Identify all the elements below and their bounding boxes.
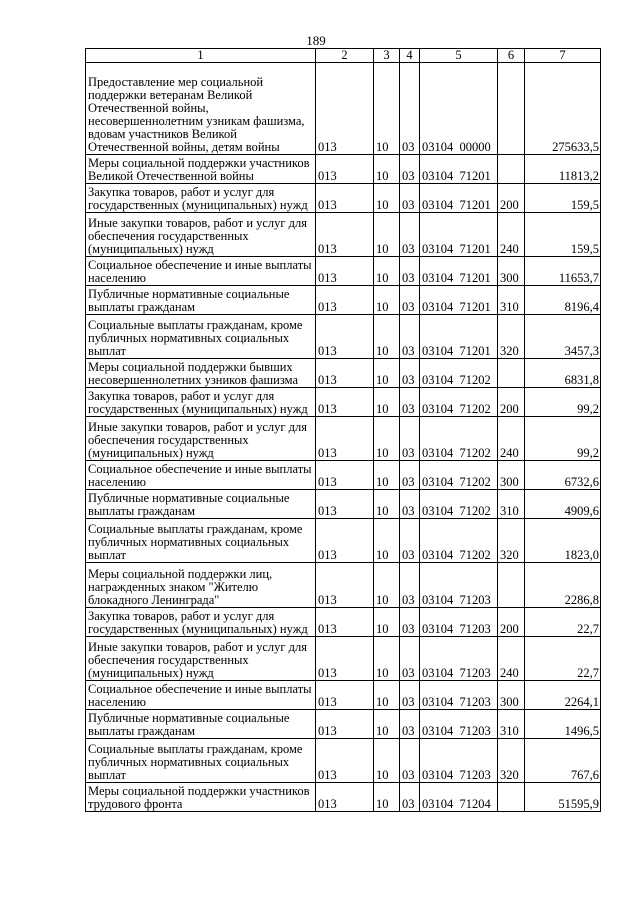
cell-code-2: 013: [316, 519, 374, 563]
cell-code-2: 013: [316, 388, 374, 417]
cell-code-2: 013: [316, 286, 374, 315]
cell-code-5: 03104 71202: [420, 417, 498, 461]
cell-code-6: [498, 63, 525, 155]
cell-amount: 99,2: [525, 417, 601, 461]
cell-row-name: Социальные выплаты гражданам, кроме публичных нормативных социальных выплат: [86, 519, 316, 563]
cell-code-5: 03104 71201: [420, 257, 498, 286]
cell-row-name: Иные закупки товаров, работ и услуг для обеспечения государственных (муниципальных) нужд: [86, 417, 316, 461]
cell-amount: 1496,5: [525, 710, 601, 739]
cell-amount: 6831,8: [525, 359, 601, 388]
header-cell-col-4: 4: [400, 49, 420, 63]
cell-row-name: Публичные нормативные социальные выплаты гражданам: [86, 286, 316, 315]
cell-code-3: 10: [374, 608, 400, 637]
table-row: [86, 490, 601, 519]
cell-row-name: Закупка товаров, работ и услуг для государственных (муниципальных) нужд: [86, 608, 316, 637]
cell-code-5: 03104 71203: [420, 637, 498, 681]
cell-row-name: Меры социальной поддержки бывших несовершеннолетних узников фашизма: [86, 359, 316, 388]
cell-code-5: 03104 71203: [420, 739, 498, 783]
table-row: [86, 315, 601, 359]
cell-code-3: 10: [374, 490, 400, 519]
cell-code-4: 03: [400, 417, 420, 461]
cell-code-5: 03104 71202: [420, 388, 498, 417]
cell-code-6: 320: [498, 519, 525, 563]
cell-code-2: 013: [316, 563, 374, 608]
cell-code-2: 013: [316, 257, 374, 286]
table-row: [86, 563, 601, 608]
cell-amount: 275633,5: [525, 63, 601, 155]
cell-code-5: 03104 71203: [420, 710, 498, 739]
cell-amount: 22,7: [525, 608, 601, 637]
cell-code-4: 03: [400, 739, 420, 783]
cell-code-3: 10: [374, 461, 400, 490]
cell-amount: 3457,3: [525, 315, 601, 359]
cell-amount: 4909,6: [525, 490, 601, 519]
cell-code-6: [498, 359, 525, 388]
table-header-row: [86, 49, 601, 63]
cell-code-6: [498, 155, 525, 184]
cell-code-3: 10: [374, 213, 400, 257]
cell-amount: 99,2: [525, 388, 601, 417]
header-cell-col-6: 6: [498, 49, 525, 63]
cell-code-2: 013: [316, 213, 374, 257]
cell-code-2: 013: [316, 783, 374, 812]
cell-amount: 767,6: [525, 739, 601, 783]
cell-code-5: 03104 71204: [420, 783, 498, 812]
table-row: [86, 681, 601, 710]
cell-row-name: Иные закупки товаров, работ и услуг для обеспечения государственных (муниципальных) нужд: [86, 637, 316, 681]
cell-code-4: 03: [400, 461, 420, 490]
cell-row-name: Социальное обеспечение и иные выплаты населению: [86, 257, 316, 286]
cell-code-3: 10: [374, 519, 400, 563]
table-row: [86, 213, 601, 257]
cell-code-5: 03104 71201: [420, 155, 498, 184]
header-cell-col-2: 2: [316, 49, 374, 63]
cell-code-2: 013: [316, 184, 374, 213]
cell-code-4: 03: [400, 257, 420, 286]
cell-code-6: 300: [498, 681, 525, 710]
cell-row-name: Публичные нормативные социальные выплаты гражданам: [86, 490, 316, 519]
cell-code-6: [498, 783, 525, 812]
cell-code-2: 013: [316, 739, 374, 783]
cell-code-5: 03104 71203: [420, 681, 498, 710]
cell-row-name: Закупка товаров, работ и услуг для государственных (муниципальных) нужд: [86, 388, 316, 417]
cell-amount: 11813,2: [525, 155, 601, 184]
cell-amount: 51595,9: [525, 783, 601, 812]
cell-row-name: Социальное обеспечение и иные выплаты населению: [86, 681, 316, 710]
cell-code-4: 03: [400, 710, 420, 739]
cell-row-name: Меры социальной поддержки лиц, награжденных знаком "Жителю блокадного Ленинграда": [86, 563, 316, 608]
cell-code-5: 03104 71203: [420, 563, 498, 608]
cell-code-3: 10: [374, 637, 400, 681]
cell-code-4: 03: [400, 637, 420, 681]
cell-code-6: 240: [498, 213, 525, 257]
cell-code-5: 03104 71201: [420, 286, 498, 315]
cell-code-6: 200: [498, 388, 525, 417]
cell-amount: 2264,1: [525, 681, 601, 710]
cell-code-4: 03: [400, 608, 420, 637]
cell-code-4: 03: [400, 519, 420, 563]
cell-row-name: Иные закупки товаров, работ и услуг для обеспечения государственных (муниципальных) нужд: [86, 213, 316, 257]
cell-code-3: 10: [374, 563, 400, 608]
table-row: [86, 637, 601, 681]
cell-code-3: 10: [374, 155, 400, 184]
table-row: [86, 461, 601, 490]
header-cell-col-7: 7: [525, 49, 601, 63]
cell-row-name: Социальное обеспечение и иные выплаты населению: [86, 461, 316, 490]
table-row: [86, 286, 601, 315]
cell-code-2: 013: [316, 637, 374, 681]
cell-code-4: 03: [400, 681, 420, 710]
cell-code-2: 013: [316, 710, 374, 739]
table-row: [86, 155, 601, 184]
cell-code-5: 03104 71201: [420, 213, 498, 257]
cell-code-5: 03104 71203: [420, 608, 498, 637]
cell-code-4: 03: [400, 315, 420, 359]
header-cell-col-5: 5: [420, 49, 498, 63]
cell-code-4: 03: [400, 388, 420, 417]
cell-code-2: 013: [316, 63, 374, 155]
cell-code-4: 03: [400, 563, 420, 608]
cell-code-3: 10: [374, 417, 400, 461]
cell-code-3: 10: [374, 184, 400, 213]
cell-code-4: 03: [400, 155, 420, 184]
cell-code-6: 310: [498, 286, 525, 315]
cell-code-6: 240: [498, 417, 525, 461]
table-row: [86, 417, 601, 461]
cell-code-2: 013: [316, 417, 374, 461]
cell-code-6: 320: [498, 315, 525, 359]
cell-code-5: 03104 71201: [420, 184, 498, 213]
cell-amount: 2286,8: [525, 563, 601, 608]
table-row: [86, 359, 601, 388]
cell-row-name: Социальные выплаты гражданам, кроме публичных нормативных социальных выплат: [86, 739, 316, 783]
table-row: [86, 63, 601, 155]
table-row: [86, 184, 601, 213]
cell-amount: 6732,6: [525, 461, 601, 490]
cell-code-5: 03104 71201: [420, 315, 498, 359]
table-row: [86, 388, 601, 417]
cell-code-6: 200: [498, 184, 525, 213]
cell-code-5: 03104 00000: [420, 63, 498, 155]
cell-code-2: 013: [316, 608, 374, 637]
cell-code-3: 10: [374, 681, 400, 710]
cell-code-4: 03: [400, 359, 420, 388]
cell-amount: 22,7: [525, 637, 601, 681]
table-row: [86, 739, 601, 783]
cell-code-6: 300: [498, 461, 525, 490]
table-row: [86, 519, 601, 563]
cell-code-6: 200: [498, 608, 525, 637]
cell-row-name: Меры социальной поддержки участников трудового фронта: [86, 783, 316, 812]
table-row: [86, 710, 601, 739]
cell-code-4: 03: [400, 490, 420, 519]
cell-code-6: 240: [498, 637, 525, 681]
cell-code-6: 320: [498, 739, 525, 783]
header-cell-col-1: 1: [86, 49, 316, 63]
cell-amount: 1823,0: [525, 519, 601, 563]
cell-row-name: Закупка товаров, работ и услуг для государственных (муниципальных) нужд: [86, 184, 316, 213]
cell-code-4: 03: [400, 184, 420, 213]
cell-code-6: 310: [498, 490, 525, 519]
cell-code-6: 310: [498, 710, 525, 739]
cell-code-6: 300: [498, 257, 525, 286]
cell-code-5: 03104 71202: [420, 359, 498, 388]
cell-amount: 11653,7: [525, 257, 601, 286]
table-row: [86, 608, 601, 637]
cell-code-5: 03104 71202: [420, 519, 498, 563]
cell-code-2: 013: [316, 155, 374, 184]
cell-code-2: 013: [316, 359, 374, 388]
cell-code-4: 03: [400, 286, 420, 315]
cell-amount: 8196,4: [525, 286, 601, 315]
cell-code-3: 10: [374, 783, 400, 812]
cell-code-3: 10: [374, 359, 400, 388]
page-number: 189: [306, 33, 326, 48]
cell-row-name: Меры социальной поддержки участников Великой Отечественной войны: [86, 155, 316, 184]
cell-code-2: 013: [316, 681, 374, 710]
cell-amount: 159,5: [525, 184, 601, 213]
cell-code-4: 03: [400, 783, 420, 812]
budget-table: [85, 48, 601, 812]
cell-code-3: 10: [374, 286, 400, 315]
cell-row-name: Социальные выплаты гражданам, кроме публичных нормативных социальных выплат: [86, 315, 316, 359]
cell-amount: 159,5: [525, 213, 601, 257]
cell-code-2: 013: [316, 315, 374, 359]
cell-code-3: 10: [374, 710, 400, 739]
cell-code-6: [498, 563, 525, 608]
header-cell-col-3: 3: [374, 49, 400, 63]
cell-code-4: 03: [400, 213, 420, 257]
cell-code-2: 013: [316, 490, 374, 519]
cell-row-name: Публичные нормативные социальные выплаты гражданам: [86, 710, 316, 739]
cell-code-4: 03: [400, 63, 420, 155]
cell-code-3: 10: [374, 63, 400, 155]
cell-code-3: 10: [374, 315, 400, 359]
cell-code-5: 03104 71202: [420, 461, 498, 490]
table-row: [86, 783, 601, 812]
cell-code-2: 013: [316, 461, 374, 490]
cell-code-5: 03104 71202: [420, 490, 498, 519]
cell-code-3: 10: [374, 257, 400, 286]
cell-code-3: 10: [374, 388, 400, 417]
cell-code-3: 10: [374, 739, 400, 783]
table-row: [86, 257, 601, 286]
cell-row-name: Предоставление мер социальной поддержки ветеранам Великой Отечественной войны, несовершеннолетним узникам фашизма, вдовам участников Великой Отечественной войны, детям войны: [86, 63, 316, 155]
